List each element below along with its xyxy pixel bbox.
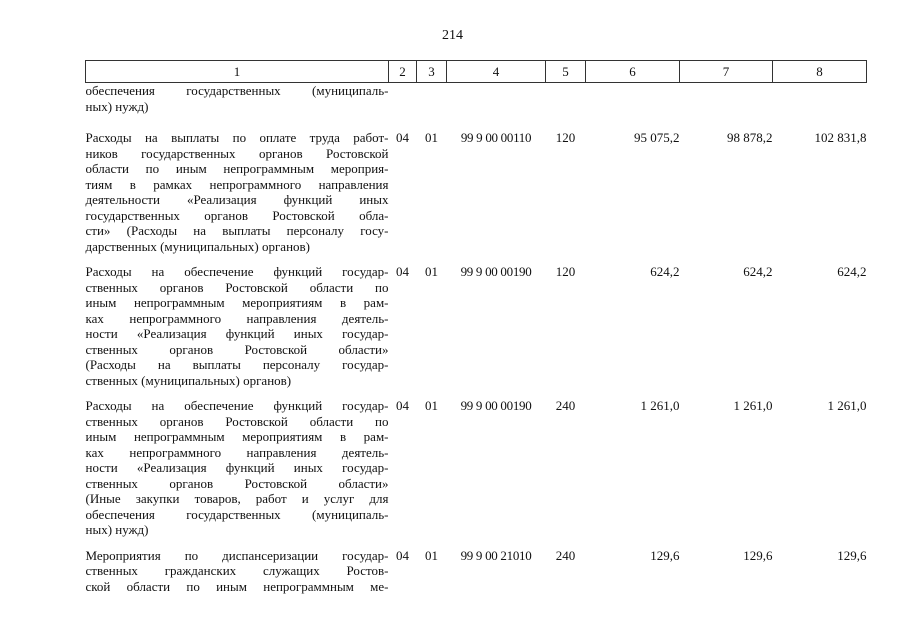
description-line: Расходы на обеспечение функций государ- [85,398,389,413]
description-line: ках непрограммного направления деятель- [85,310,389,326]
description-line: ности «Реализация функций иных государ- [85,326,389,341]
amount-year-3: 1 261,0 [827,398,867,413]
description-line: Мероприятия по диспансеризации государ- [85,547,389,563]
description-line: (Иные закупки товаров, работ и услуг для [85,491,389,506]
col-header-2: 2 [389,61,417,83]
description-line: ственных органов Ростовской области по [85,279,389,295]
description-line: ской области по иным непрограммным ме- [85,578,389,594]
col-header-1: 1 [86,61,389,83]
description-line: ственных органов Ростовской области» [85,341,389,357]
description-line: ках непрограммного направления деятель- [85,444,389,460]
subsection-code: 01 [425,398,438,413]
table-row [86,544,867,601]
expense-type-code: 120 [555,264,576,279]
description-line: ственных органов Ростовской области по [85,413,389,429]
row-description [86,394,389,544]
page-number: 214 [442,28,463,43]
table-row [86,394,867,544]
description-line: сти» (Расходы на выплаты персоналу госу- [85,223,389,238]
description-line: ственных гражданских служащих Ростов- [85,563,389,578]
subsection-code: 01 [425,547,438,563]
section-code: 04 [396,398,409,413]
row-description [86,83,389,127]
description-line: обеспечения государственных (муниципаль- [85,506,389,522]
target-article-code: 99 9 00 00190 [460,398,532,413]
header-row [86,61,867,83]
expense-type-code: 240 [555,547,576,563]
description-line: иным непрограммным мероприятиям в рам- [85,429,389,444]
description-line: ников государственных органов Ростовской [85,145,389,161]
description-line: ности «Реализация функций иных государ- [85,460,389,475]
col-header-3: 3 [417,61,447,83]
amount-year-2: 624,2 [743,264,773,279]
expense-type-code: 240 [555,398,576,413]
description-line: Расходы на выплаты по оплате труда работ- [85,130,389,145]
description-line: тиям в рамках непрограммного направления [85,176,389,192]
amount-year-2: 1 261,0 [733,398,773,413]
description-line: ных) нужд) [85,522,149,537]
col-header-4: 4 [447,61,546,83]
description-line: дарственных (муниципальных) органов) [85,238,311,254]
section-code: 04 [396,130,409,145]
description-line: области по иным непрограммным мероприя- [85,161,389,176]
amount-year-2: 98 878,2 [727,130,773,145]
table-row [86,260,867,394]
description-line: ных) нужд) [85,98,149,114]
col-header-5: 5 [546,61,586,83]
description-line: ственных органов Ростовской области» [85,475,389,491]
description-line: иным непрограммным мероприятиям в рам- [85,295,389,310]
amount-year-1: 624,2 [650,264,680,279]
row-description [86,260,389,394]
amount-year-2: 129,6 [743,547,773,563]
description-line: (Расходы на выплаты персоналу государ- [85,357,389,372]
description-line: государственных органов Ростовской обла- [85,207,389,223]
row-description [86,126,389,260]
amount-year-1: 129,6 [650,547,680,563]
row-description [86,544,389,601]
description-line: ственных (муниципальных) органов) [85,372,292,388]
col-header-8: 8 [773,61,867,83]
target-article-code: 99 9 00 00110 [460,130,532,145]
amount-year-3: 624,2 [837,264,867,279]
table-row [86,83,867,127]
col-header-7: 7 [680,61,773,83]
subsection-code: 01 [425,264,438,279]
amount-year-1: 1 261,0 [640,398,680,413]
description-line: обеспечения государственных (муниципаль- [85,83,389,98]
table-row [86,126,867,260]
amount-year-1: 95 075,2 [634,130,680,145]
target-article-code: 99 9 00 00190 [460,264,532,279]
section-code: 04 [396,264,409,279]
description-line: Расходы на обеспечение функций государ- [85,264,389,279]
subsection-code: 01 [425,130,438,145]
col-header-6: 6 [586,61,680,83]
amount-year-3: 129,6 [837,547,867,563]
section-code: 04 [396,547,409,563]
description-line: деятельности «Реализация функций иных [85,192,389,207]
target-article-code: 99 9 00 21010 [460,547,532,563]
budget-table [85,60,867,600]
expense-type-code: 120 [555,130,576,145]
amount-year-3: 102 831,8 [814,130,867,145]
